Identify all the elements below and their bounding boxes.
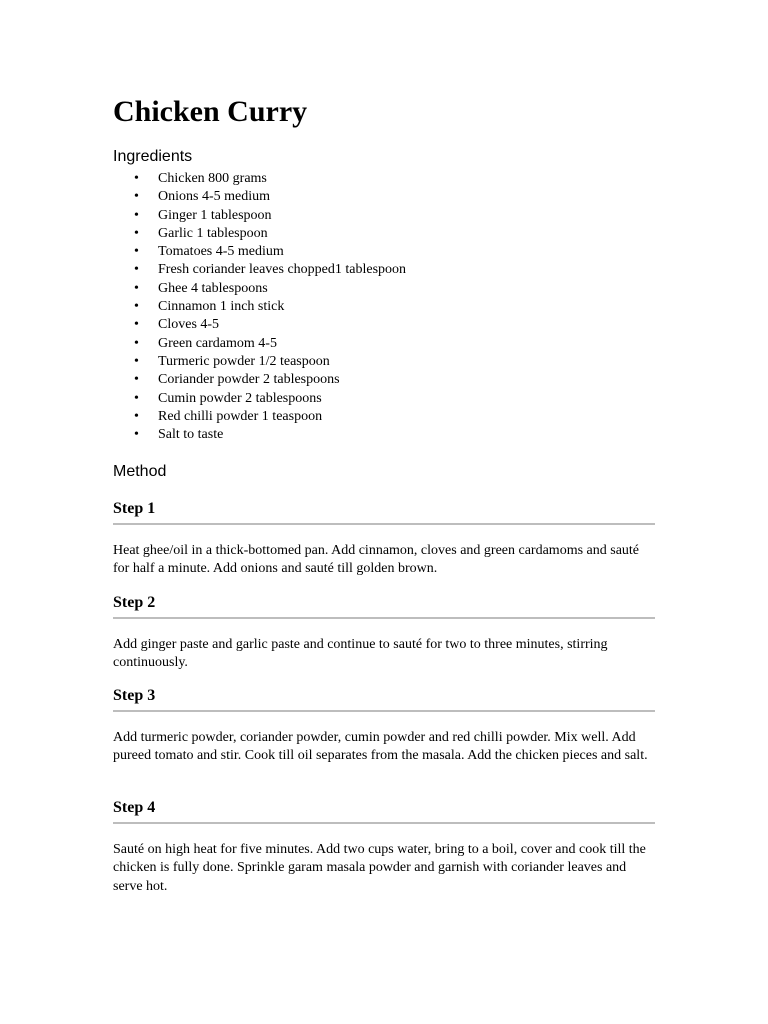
- ingredient-item: [113, 170, 406, 188]
- ingredient-item: [113, 426, 406, 444]
- step-divider: [113, 710, 655, 712]
- method-heading: Method: [113, 463, 167, 480]
- bullet-icon: •: [134, 262, 139, 278]
- step-title: Step 2: [113, 594, 156, 611]
- ingredient-text: Onions 4-5 medium: [158, 189, 270, 205]
- ingredient-item: [113, 261, 406, 279]
- bullet-icon: •: [134, 189, 139, 205]
- ingredient-text: Salt to taste: [158, 427, 224, 443]
- step-text: Add turmeric powder, coriander powder, cumin powder and red chilli powder. Mix well. Add pureed tomato and stir. Cook till oil separates from the masala. Add the chicken pieces and salt.: [113, 730, 648, 764]
- method-step: [113, 798, 655, 896]
- ingredient-item: [113, 298, 406, 316]
- step-title: Step 3: [113, 687, 156, 704]
- method-step: [113, 686, 655, 766]
- ingredient-text: Cumin powder 2 tablespoons: [158, 390, 322, 406]
- bullet-icon: •: [134, 427, 139, 443]
- ingredient-text: Red chilli powder 1 teaspoon: [158, 408, 323, 424]
- step-title: Step 1: [113, 500, 156, 517]
- bullet-icon: •: [134, 207, 139, 223]
- step-divider: [113, 523, 655, 525]
- ingredient-item: [113, 371, 406, 389]
- bullet-icon: •: [134, 225, 139, 241]
- bullet-icon: •: [134, 335, 139, 351]
- ingredient-text: Green cardamom 4-5: [158, 335, 277, 351]
- ingredient-item: [113, 390, 406, 408]
- ingredient-text: Garlic 1 tablespoon: [158, 225, 268, 241]
- ingredient-text: Turmeric powder 1/2 teaspoon: [158, 353, 330, 369]
- step-text: Heat ghee/oil in a thick-bottomed pan. Add cinnamon, cloves and green cardamoms and sauté for half a minute. Add onions and sauté till golden brown.: [113, 543, 640, 577]
- method-step: [113, 499, 655, 579]
- ingredient-item: [113, 408, 406, 426]
- bullet-icon: •: [134, 299, 139, 315]
- ingredient-item: [113, 335, 406, 353]
- ingredient-text: Ghee 4 tablespoons: [158, 280, 268, 296]
- bullet-icon: •: [134, 408, 139, 424]
- bullet-icon: •: [134, 280, 139, 296]
- step-divider: [113, 617, 655, 619]
- bullet-icon: •: [134, 372, 139, 388]
- ingredient-text: Ginger 1 tablespoon: [158, 207, 272, 223]
- ingredient-item: [113, 316, 406, 334]
- ingredient-item: [113, 188, 406, 206]
- bullet-icon: •: [134, 353, 139, 369]
- ingredient-item: [113, 353, 406, 371]
- bullet-icon: •: [134, 171, 139, 186]
- ingredient-text: Cloves 4-5: [158, 317, 220, 333]
- bullet-icon: •: [134, 244, 139, 260]
- step-title: Step 4: [113, 799, 156, 816]
- step-text: Sauté on high heat for five minutes. Add two cups water, bring to a boil, cover and cook till the chicken is fully done. Sprinkle garam masala powder and garnish with coriander leaves and serve hot.: [113, 842, 646, 894]
- bullet-icon: •: [134, 390, 139, 406]
- ingredient-text: Cinnamon 1 inch stick: [158, 299, 285, 315]
- ingredient-item: [113, 243, 406, 261]
- ingredient-text: Coriander powder 2 tablespoons: [158, 372, 340, 388]
- ingredient-text: Chicken 800 grams: [158, 171, 267, 186]
- step-divider: [113, 822, 655, 824]
- ingredient-item: [113, 225, 406, 243]
- ingredient-text: Fresh coriander leaves chopped1 tablespoon: [158, 262, 407, 278]
- bullet-icon: •: [134, 317, 139, 333]
- ingredient-text: Tomatoes 4-5 medium: [158, 244, 284, 260]
- method-step: [113, 593, 655, 673]
- ingredients-heading: Ingredients: [113, 148, 193, 165]
- ingredient-item: [113, 280, 406, 298]
- page-title: Chicken Curry: [113, 95, 308, 128]
- ingredient-list: [113, 170, 406, 444]
- ingredient-item: [113, 207, 406, 225]
- step-text: Add ginger paste and garlic paste and continue to sauté for two to three minutes, stirring continuously.: [113, 637, 608, 671]
